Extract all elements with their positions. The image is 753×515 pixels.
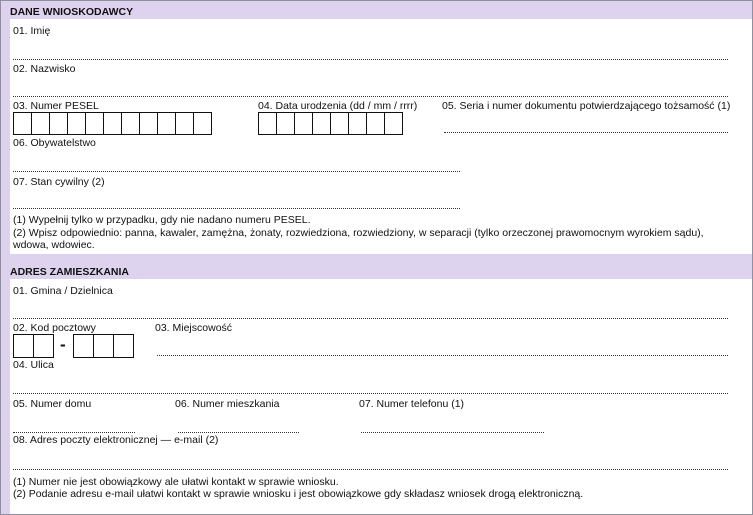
- pesel-digit-box[interactable]: [121, 112, 140, 135]
- citizenship-field[interactable]: [13, 171, 460, 172]
- date-digit-box[interactable]: [366, 112, 385, 135]
- section-header-applicant: [1, 1, 752, 19]
- pesel-digit-box[interactable]: [193, 112, 212, 135]
- footnote-marital-status-cont: wdowa, wdowiec.: [13, 239, 95, 251]
- pesel-digit-box[interactable]: [67, 112, 86, 135]
- apartment-number-label: 06. Numer mieszkania: [175, 398, 280, 410]
- date-digit-box[interactable]: [312, 112, 331, 135]
- pesel-digit-box[interactable]: [139, 112, 158, 135]
- pesel-digit-box[interactable]: [85, 112, 104, 135]
- citizenship-label: 06. Obywatelstwo: [13, 137, 96, 149]
- postal-code-part2[interactable]: [73, 334, 133, 358]
- postal-code-label: 02. Kod pocztowy: [13, 322, 96, 334]
- footnote-pesel: (1) Wypełnij tylko w przypadku, gdy nie nadano numeru PESEL.: [13, 214, 311, 226]
- pesel-digit-box[interactable]: [13, 112, 32, 135]
- municipality-field[interactable]: [13, 318, 728, 319]
- pesel-digit-box[interactable]: [157, 112, 176, 135]
- date-digit-box[interactable]: [330, 112, 349, 135]
- date-digit-box[interactable]: [384, 112, 403, 135]
- pesel-digit-box[interactable]: [175, 112, 194, 135]
- municipality-label: 01. Gmina / Dzielnica: [13, 285, 113, 297]
- section-title-address: ADRES ZAMIESZKANIA: [10, 266, 130, 278]
- house-number-field[interactable]: [13, 432, 135, 433]
- last-name-label: 02. Nazwisko: [13, 63, 76, 75]
- id-document-field[interactable]: [444, 132, 728, 133]
- postal-digit-box[interactable]: [13, 334, 34, 358]
- date-digit-box[interactable]: [348, 112, 367, 135]
- footnote-email: (2) Podanie adresu e-mail ułatwi kontakt w sprawie wniosku i jest obowiązkowe gdy składasz wniosek drogą elektroniczną.: [13, 488, 584, 500]
- left-margin-band: [1, 19, 10, 254]
- birth-date-label: 04. Data urodzenia (dd / mm / rrrr): [258, 100, 418, 112]
- street-field[interactable]: [13, 393, 728, 394]
- section-title-applicant: DANE WNIOSKODAWCY: [10, 6, 134, 18]
- house-number-label: 05. Numer domu: [13, 398, 92, 410]
- last-name-field[interactable]: [13, 96, 728, 97]
- pesel-digit-box[interactable]: [49, 112, 68, 135]
- apartment-number-field[interactable]: [178, 432, 299, 433]
- pesel-digit-box[interactable]: [31, 112, 50, 135]
- marital-status-field[interactable]: [13, 208, 460, 209]
- phone-number-field[interactable]: [361, 432, 544, 433]
- postal-digit-box[interactable]: [33, 334, 54, 358]
- birth-date-input[interactable]: [258, 112, 402, 135]
- date-digit-box[interactable]: [258, 112, 277, 135]
- postal-digit-box[interactable]: [113, 334, 134, 358]
- postal-digit-box[interactable]: [73, 334, 94, 358]
- first-name-label: 01. Imię: [13, 25, 51, 37]
- date-digit-box[interactable]: [276, 112, 295, 135]
- postal-digit-box[interactable]: [93, 334, 114, 358]
- city-label: 03. Miejscowość: [155, 322, 233, 334]
- email-field[interactable]: [13, 469, 728, 470]
- pesel-digit-box[interactable]: [103, 112, 122, 135]
- date-digit-box[interactable]: [294, 112, 313, 135]
- phone-number-label: 07. Numer telefonu (1): [359, 398, 465, 410]
- left-margin-band: [1, 279, 10, 514]
- marital-status-label: 07. Stan cywilny (2): [13, 176, 105, 188]
- street-label: 04. Ulica: [13, 359, 54, 371]
- footnote-marital-status: (2) Wpisz odpowiednio: panna, kawaler, zamężna, żonaty, rozwiedziona, rozwiedziony, w separacji (tylko orzeczonej prawomocnym wyrokiem sądu),: [13, 227, 704, 239]
- pesel-label: 03. Numer PESEL: [13, 100, 99, 112]
- first-name-field[interactable]: [13, 59, 728, 60]
- email-label: 08. Adres poczty elektronicznej — e-mail (2): [13, 434, 219, 446]
- postal-code-dash: -: [60, 335, 66, 354]
- id-document-label: 05. Seria i numer dokumentu potwierdzającego tożsamość (1): [442, 100, 731, 112]
- city-field[interactable]: [157, 355, 728, 356]
- postal-code-part1[interactable]: [13, 334, 53, 358]
- footnote-phone: (1) Numer nie jest obowiązkowy ale ułatwi kontakt w sprawie wniosku.: [13, 476, 339, 488]
- section-header-address: [1, 254, 752, 279]
- pesel-input[interactable]: [13, 112, 211, 135]
